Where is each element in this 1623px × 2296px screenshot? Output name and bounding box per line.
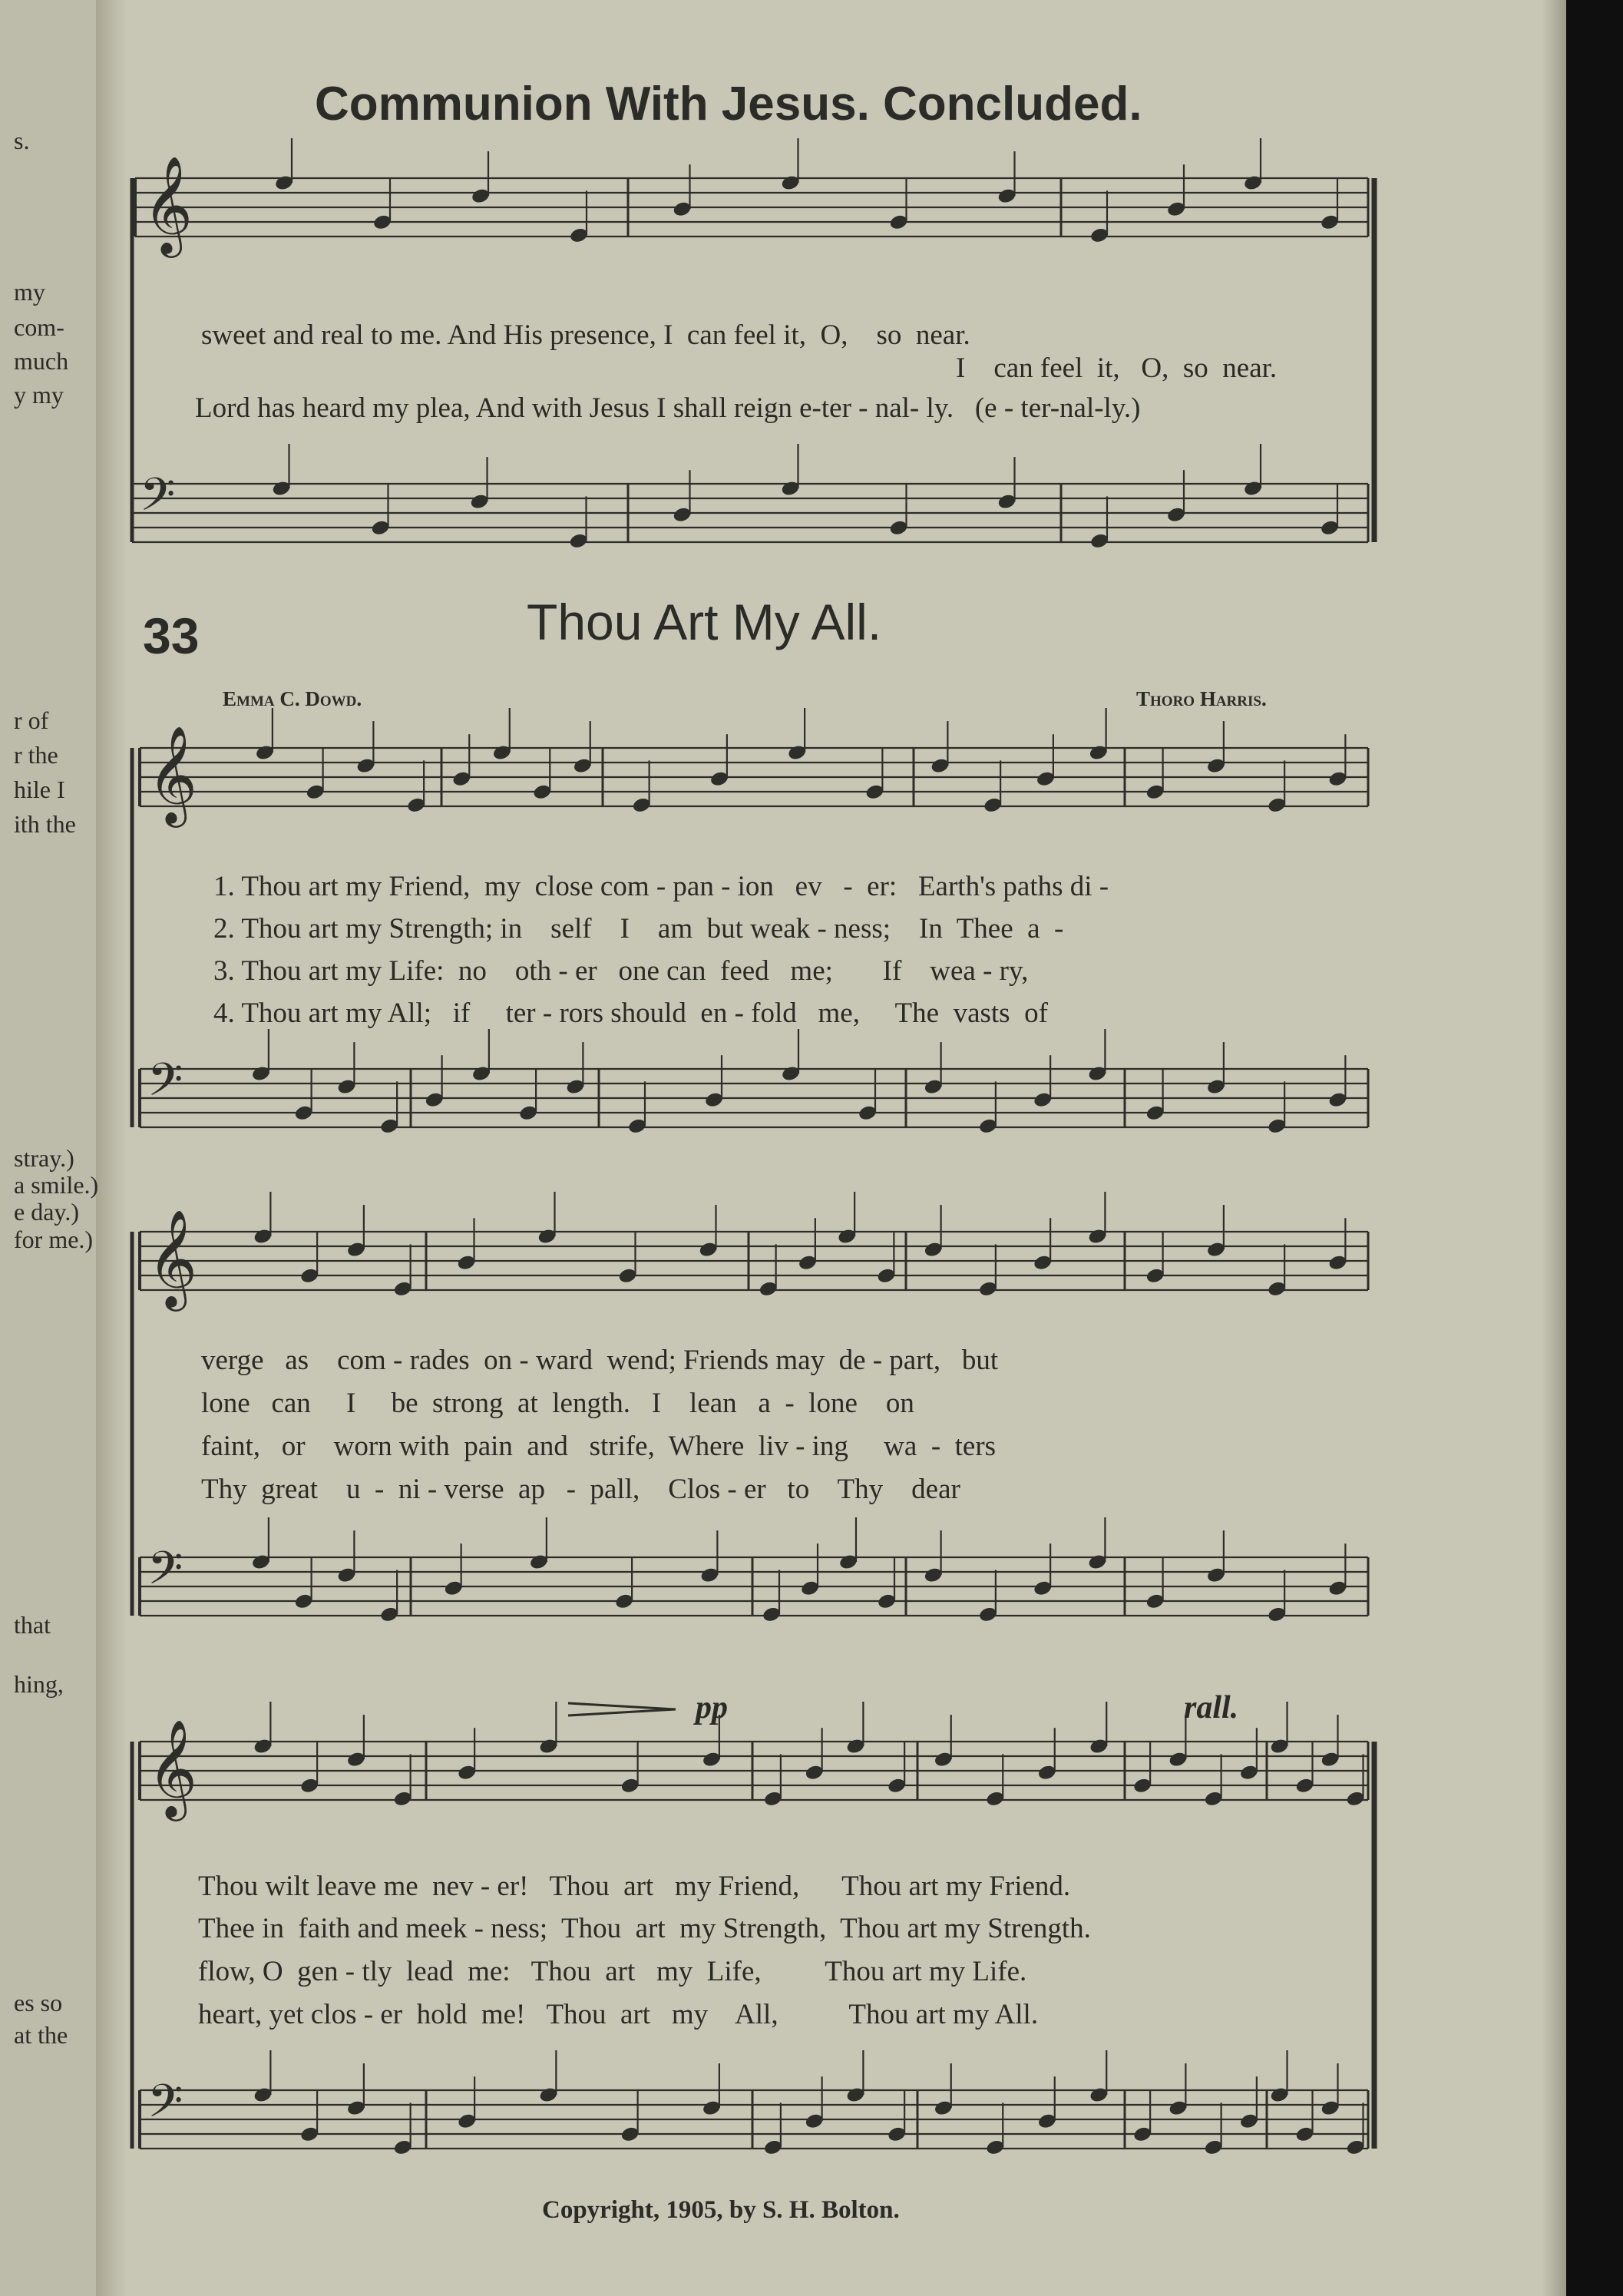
previous-page-fragment: com- (14, 313, 64, 341)
treble-clef-icon: 𝄞 (147, 1719, 198, 1817)
concluded-lyric-line-2: I can feel it, O, so near. (956, 352, 1278, 384)
page-title: Communion With Jesus. Concluded. (315, 78, 1142, 131)
previous-page-fragment: a smile.) (14, 1171, 99, 1199)
previous-page-fragment: much (14, 347, 69, 375)
treble-clef-icon: 𝄞 (147, 1209, 198, 1307)
verse-4-line-2: Thy great u - ni - verse ap - pall, Clos - er to Thy dear (201, 1474, 960, 1505)
concluded-lyric-line-1: sweet and real to me. And His presence, I can feel it, O, so near. (201, 319, 970, 351)
verse-2-line-3: Thee in faith and meek - ness; Thou art my Strength, Thou art my Strength. (198, 1913, 1091, 1944)
hymn-number: 33 (143, 607, 200, 664)
concluded-lyric-line-3: Lord has heard my plea, And with Jesus I shall reign e-ter - nal- ly. (e - ter-nal-ly.) (195, 392, 1141, 424)
hymn-title: Thou Art My All. (527, 594, 882, 650)
previous-page-fragment: r of (14, 706, 49, 734)
verse-2-line-2: lone can I be strong at length. I lean a - lone on (201, 1388, 914, 1419)
previous-page-fragment: that (14, 1611, 51, 1639)
previous-page-fragment: s. (14, 127, 30, 154)
tempo-rallentando: rall. (1184, 1690, 1239, 1725)
verse-1-line-3: Thou wilt leave me nev - er! Thou art my Friend, Thou art my Friend. (198, 1871, 1071, 1902)
previous-page-fragment: hing, (14, 1670, 64, 1698)
verse-1-line-1: 1. Thou art my Friend, my close com - pan - ion ev - er: Earth's paths di - (213, 871, 1109, 902)
treble-clef-icon: 𝄞 (143, 155, 193, 253)
previous-page-fragment: e day.) (14, 1198, 79, 1226)
treble-clef-icon: 𝄞 (147, 725, 198, 823)
bass-clef-icon: 𝄢 (140, 468, 176, 532)
dynamic-pianissimo: pp (696, 1690, 728, 1725)
previous-page-fragment: es so (14, 1989, 63, 2016)
previous-page-fragment: at the (14, 2021, 68, 2049)
verse-1-line-2: verge as com - rades on - ward wend; Friends may de - part, but (201, 1345, 999, 1376)
verse-3-line-1: 3. Thou art my Life: no oth - er one can feed me; If wea - ry, (213, 955, 1029, 987)
previous-page-fragment: y my (14, 381, 64, 409)
bass-clef-icon: 𝄢 (147, 2074, 183, 2139)
previous-page-fragment: stray.) (14, 1144, 74, 1172)
previous-page-fragment: r the (14, 741, 58, 769)
copyright-notice: Copyright, 1905, by S. H. Bolton. (542, 2196, 900, 2224)
verse-2-line-1: 2. Thou art my Strength; in self I am but weak - ness; In Thee a - (213, 913, 1064, 945)
bass-clef-icon: 𝄢 (147, 1541, 183, 1606)
verse-4-line-3: heart, yet clos - er hold me! Thou art my All, Thou art my All. (198, 1999, 1039, 2030)
previous-page-fragment: hile I (14, 776, 65, 803)
verse-3-line-2: faint, or worn with pain and strife, Where liv - ing wa - ters (201, 1431, 997, 1462)
previous-page-fragment: ith the (14, 810, 76, 838)
verse-3-line-3: flow, O gen - tly lead me: Thou art my Life, Thou art my Life. (198, 1956, 1027, 1987)
verse-4-line-1: 4. Thou art my All; if ter - rors should en - fold me, The vasts of (213, 997, 1048, 1029)
previous-page-fragment: for me.) (14, 1226, 94, 1253)
author-credit: Emma C. Dowd. (223, 687, 362, 710)
composer-credit: Thoro Harris. (1136, 687, 1267, 710)
bass-clef-icon: 𝄢 (147, 1053, 183, 1117)
previous-page-fragment: my (14, 278, 45, 306)
